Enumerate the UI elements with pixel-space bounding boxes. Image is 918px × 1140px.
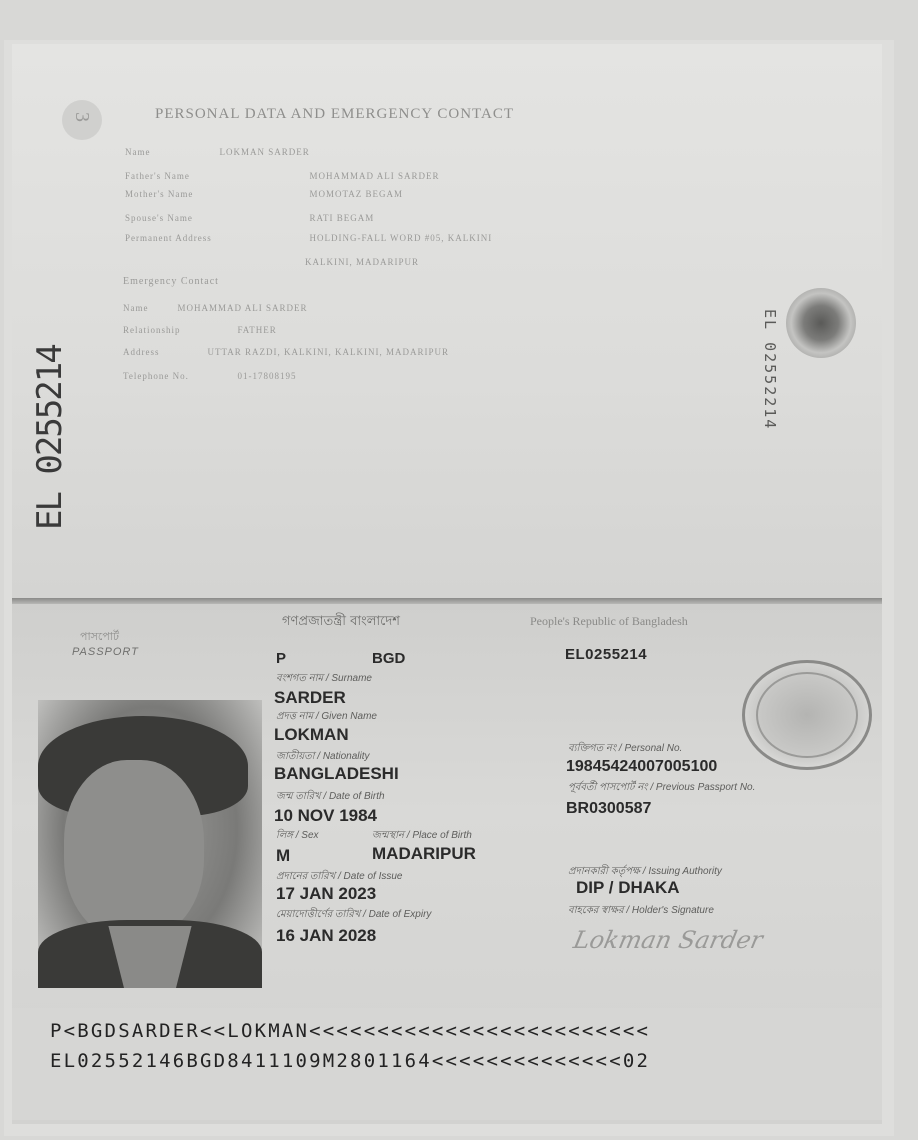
authority-label: প্রদানকারী কর্তৃপক্ষ / Issuing Authority (568, 866, 722, 877)
surname-value: SARDER (274, 688, 346, 707)
row-value: HOLDING-FALL WORD #05, KALKINI (309, 233, 493, 243)
photo-face (64, 760, 204, 940)
address-line-2: KALKINI, MADARIPUR (305, 257, 419, 267)
country-name-bengali: গণপ্রজাতন্ত্রী বাংলাদেশ (282, 614, 400, 629)
sex-label: লিঙ্গ / Sex (276, 830, 319, 841)
row-label: Spouse's Name (125, 213, 193, 223)
personal-no-value: 19845424007005100 (566, 758, 718, 775)
row-label: Mother's Name (125, 189, 194, 199)
data-row: Name MOHAMMAD ALI SARDER (123, 303, 308, 313)
nationality-value: BANGLADESHI (274, 764, 399, 783)
passport-type: P (276, 650, 287, 667)
section-heading: PERSONAL DATA AND EMERGENCY CONTACT (155, 106, 515, 122)
prev-passport-label: পূর্ববর্তী পাসপোর্ট নং / Previous Passport No. (568, 782, 756, 793)
row-value: MOMOTAZ BEGAM (309, 189, 403, 199)
data-row (125, 166, 439, 184)
data-row (125, 142, 310, 160)
mrz-line-1: P<BGDSARDER<<LOKMAN<<<<<<<<<<<<<<<<<<<<<<<<< (50, 1020, 651, 1042)
perforated-number: EL 0255214 (30, 345, 70, 530)
row-value: RATI BEGAM (309, 213, 375, 223)
page-number: 3 (71, 112, 93, 123)
country-code: BGD (372, 650, 406, 667)
sex-value: M (276, 846, 291, 865)
row-label: Father's Name (125, 171, 190, 181)
dob-value: 10 NOV 1984 (274, 806, 378, 825)
passport-label-english: PASSPORT (72, 646, 139, 658)
row-value: MOHAMMAD ALI SARDER (309, 171, 440, 181)
surname-label: বংশগত নাম / Surname (276, 673, 372, 684)
holder-signature: Lokman Sarder (571, 926, 766, 954)
pob-label: জন্মস্থান / Place of Birth (372, 830, 472, 841)
data-row: Telephone No. 01-17808195 (123, 371, 297, 381)
personal-no-label: ব্যক্তিগত নং / Personal No. (568, 743, 683, 754)
expiry-date-label: মেয়াদোত্তীর্ণের তারিখ / Date of Expiry (276, 909, 432, 920)
emblem-inner-ring (756, 672, 858, 758)
given-name-label: প্রদত্ত নাম / Given Name (276, 711, 377, 722)
passport-label-bengali: পাসপোর্ট (80, 630, 119, 643)
data-row: Address UTTAR RAZDI, KALKINI, KALKINI, MADARIPUR (123, 347, 449, 357)
emergency-heading: Emergency Contact (123, 276, 219, 287)
country-name-english: People's Republic of Bangladesh (530, 614, 688, 628)
given-name-value: LOKMAN (274, 725, 349, 744)
row-label: Permanent Address (125, 233, 212, 243)
row-label: Name (125, 147, 151, 157)
pob-value: MADARIPUR (372, 844, 476, 863)
expiry-date-value: 16 JAN 2028 (276, 926, 377, 945)
data-row: Relationship FATHER (123, 325, 277, 335)
data-row (125, 228, 492, 246)
row-value: LOKMAN SARDER (219, 147, 310, 157)
data-row (125, 184, 403, 202)
holder-photo (38, 700, 262, 988)
prev-passport-value: BR0300587 (566, 800, 652, 817)
issue-date-value: 17 JAN 2023 (276, 884, 377, 903)
nationality-label: জাতীয়তা / Nationality (276, 751, 370, 762)
data-row (125, 208, 374, 226)
emblem-stamp-upper (786, 288, 856, 358)
mrz-line-2: EL02552146BGD8411109M2801164<<<<<<<<<<<<<<02 (50, 1050, 651, 1072)
signature-label: বাহকের স্বাক্ষর / Holder's Signature (568, 905, 714, 916)
dob-label: জন্ম তারিখ / Date of Birth (276, 791, 385, 802)
issue-date-label: প্রদানের তারিখ / Date of Issue (276, 871, 403, 882)
authority-value: DIP / DHAKA (576, 878, 680, 897)
passport-number: EL0255214 (565, 646, 648, 663)
